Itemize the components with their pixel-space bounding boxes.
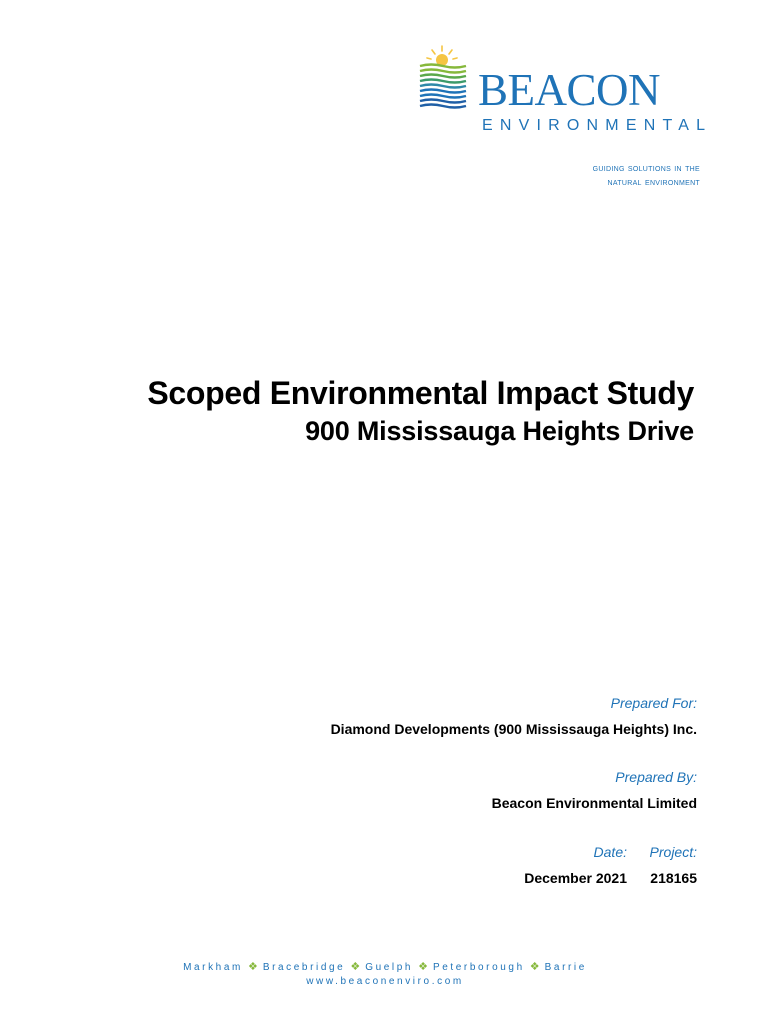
tagline-line-2: natural environment [607, 176, 700, 188]
tagline-line-1: guiding solutions in the [592, 162, 700, 174]
office-bracebridge: Bracebridge [262, 962, 346, 973]
report-title-main: Scoped Environmental Impact Study [147, 375, 694, 411]
beacon-logo [418, 44, 713, 139]
separator-icon: ❖ [418, 961, 428, 973]
report-title [147, 374, 694, 450]
office-barrie: Barrie [544, 962, 587, 973]
separator-icon: ❖ [247, 961, 258, 973]
separator-icon: ❖ [529, 961, 540, 973]
prepared-by-label: Prepared By: [615, 769, 697, 785]
separator-icon: ❖ [350, 961, 361, 973]
office-peterborough: Peterborough [432, 962, 525, 973]
prepared-for-label: Prepared For: [610, 695, 697, 711]
project-number: 218165 [650, 870, 697, 886]
logo-subtitle: ENVIRONMENTAL [482, 117, 713, 134]
date-label: Date: [593, 844, 627, 860]
landscape-waves-icon [420, 65, 466, 108]
sun-icon [427, 46, 457, 66]
website-url: www.beaconenviro.com [306, 976, 464, 987]
office-guelph: Guelph [365, 962, 414, 973]
report-title-site: 900 Mississauga Heights Drive [305, 416, 694, 446]
prepared-for-value: Diamond Developments (900 Mississauga Heights) Inc. [330, 721, 697, 737]
project-label: Project: [649, 844, 697, 860]
date-value: December 2021 [524, 870, 627, 886]
office-locations [0, 960, 770, 973]
prepared-by-value: Beacon Environmental Limited [491, 795, 697, 811]
logo-wordmark: BEACON [478, 65, 661, 115]
logo-wave-sun-icon [418, 44, 468, 116]
company-tagline [593, 161, 700, 189]
office-markham: Markham [183, 962, 243, 973]
